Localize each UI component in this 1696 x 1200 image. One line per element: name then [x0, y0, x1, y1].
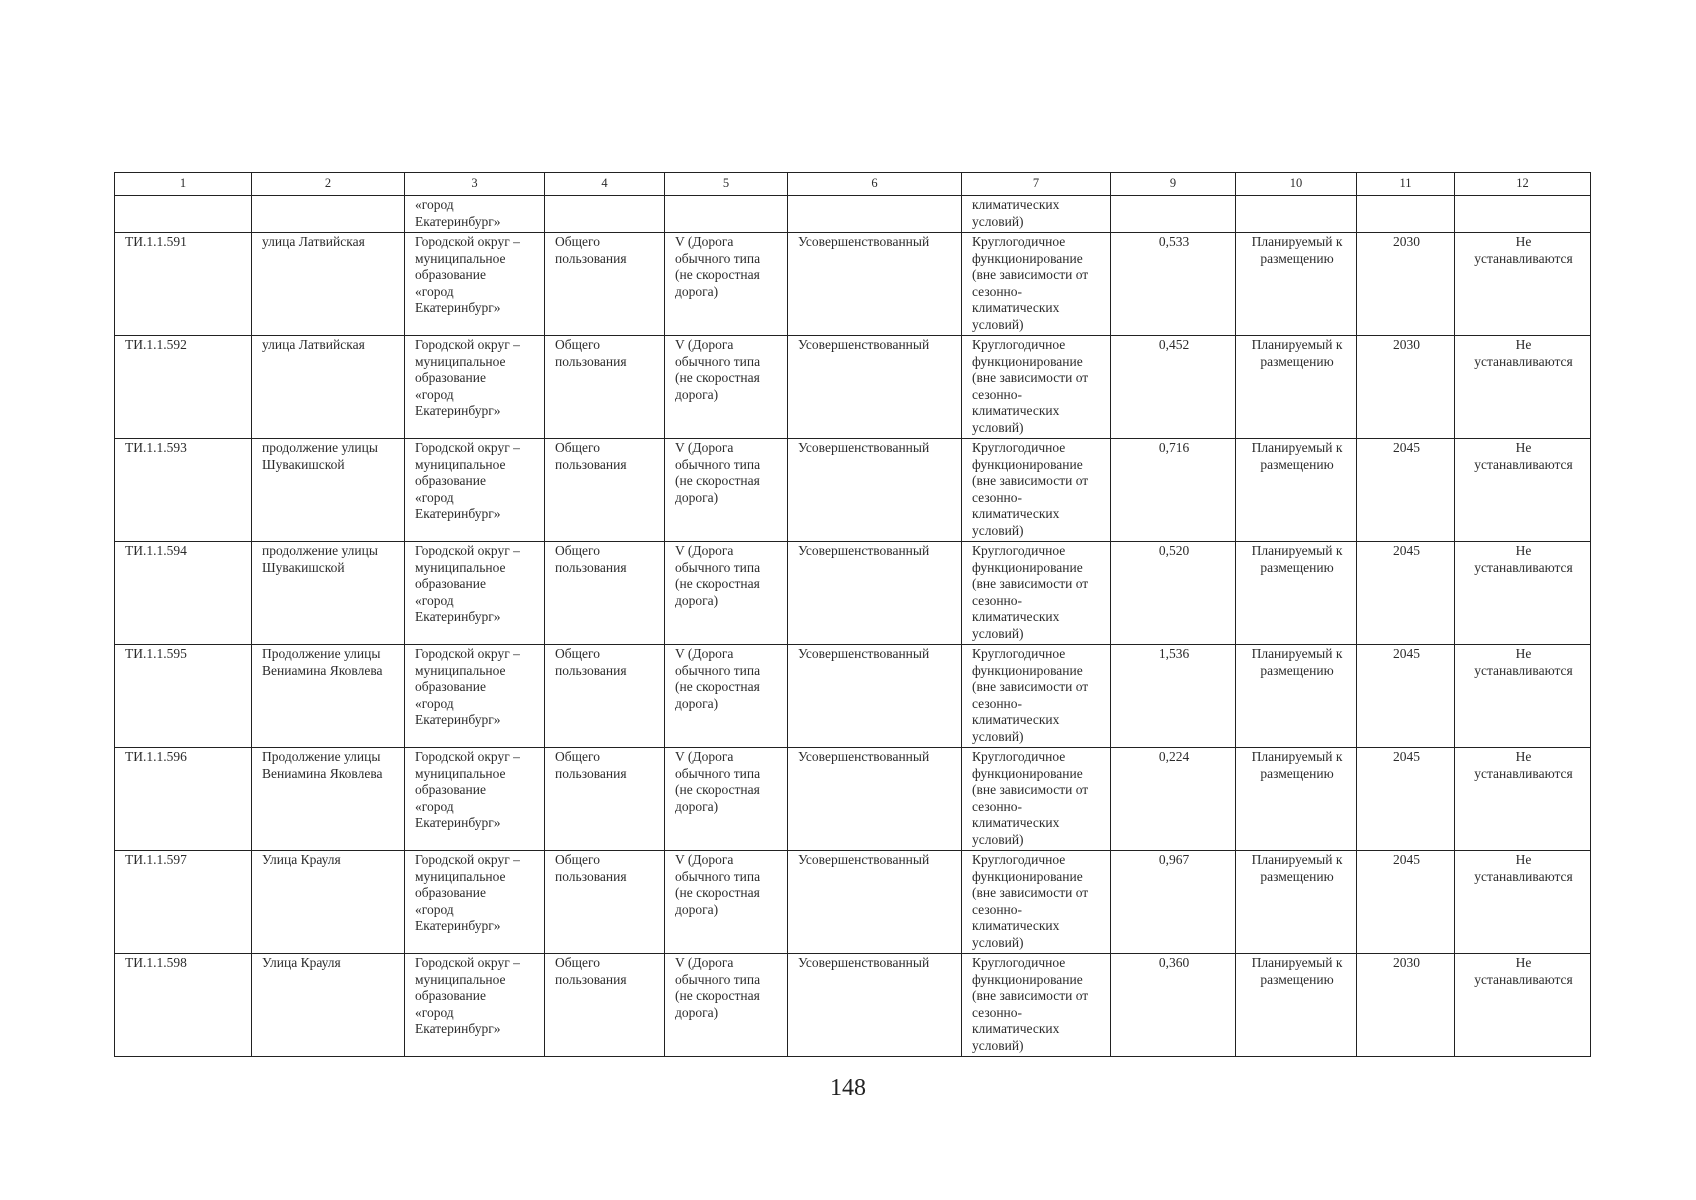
name-cell: продолжение улицы Шувакишской	[252, 542, 405, 645]
column-number: 9	[1111, 173, 1236, 196]
year-cell: 2030	[1357, 233, 1455, 336]
column-number: 11	[1357, 173, 1455, 196]
zones-cell: Не устанавливаются	[1455, 233, 1591, 336]
category-cell: V (Дорога обычного типа (не скоростная дорога)	[665, 851, 788, 954]
owner-cell: Городской округ – муниципальное образование «город Екатеринбург»	[405, 439, 545, 542]
category-cell: V (Дорога обычного типа (не скоростная дорога)	[665, 542, 788, 645]
object-id-cell: ТИ.1.1.592	[115, 336, 252, 439]
table-cell	[1357, 196, 1455, 233]
mode-cell: Круглогодичное функционирование (вне зависимости от сезонно- климатических условий)	[962, 748, 1111, 851]
column-number: 4	[545, 173, 665, 196]
zones-cell: Не устанавливаются	[1455, 748, 1591, 851]
length-cell: 0,967	[1111, 851, 1236, 954]
name-cell: Продолжение улицы Вениамина Яковлева	[252, 748, 405, 851]
object-id-cell: ТИ.1.1.595	[115, 645, 252, 748]
status-cell: Планируемый к размещению	[1236, 851, 1357, 954]
status-cell: Планируемый к размещению	[1236, 233, 1357, 336]
table-cell	[665, 196, 788, 233]
owner-cell: Городской округ – муниципальное образование «город Екатеринбург»	[405, 851, 545, 954]
mode-cell: Круглогодичное функционирование (вне зависимости от сезонно- климатических условий)	[962, 851, 1111, 954]
category-cell: V (Дорога обычного типа (не скоростная дорога)	[665, 233, 788, 336]
mode-cell: Круглогодичное функционирование (вне зависимости от сезонно- климатических условий)	[962, 645, 1111, 748]
owner-cell: «город Екатеринбург»	[405, 196, 545, 233]
year-cell: 2045	[1357, 645, 1455, 748]
status-cell: Планируемый к размещению	[1236, 748, 1357, 851]
name-cell: Улица Крауля	[252, 954, 405, 1057]
length-cell: 0,716	[1111, 439, 1236, 542]
zones-cell: Не устанавливаются	[1455, 542, 1591, 645]
mode-cell: Круглогодичное функционирование (вне зависимости от сезонно- климатических условий)	[962, 954, 1111, 1057]
column-number: 2	[252, 173, 405, 196]
table-row	[115, 336, 1591, 439]
table-cell	[545, 196, 665, 233]
table-cell	[1236, 196, 1357, 233]
status-cell: Планируемый к размещению	[1236, 645, 1357, 748]
usage-cell: Общего пользования	[545, 233, 665, 336]
usage-cell: Общего пользования	[545, 851, 665, 954]
mode-cell: Круглогодичное функционирование (вне зависимости от сезонно- климатических условий)	[962, 233, 1111, 336]
usage-cell: Общего пользования	[545, 542, 665, 645]
length-cell: 1,536	[1111, 645, 1236, 748]
usage-cell: Общего пользования	[545, 336, 665, 439]
usage-cell: Общего пользования	[545, 954, 665, 1057]
name-cell: Продолжение улицы Вениамина Яковлева	[252, 645, 405, 748]
year-cell: 2030	[1357, 336, 1455, 439]
object-id-cell: ТИ.1.1.597	[115, 851, 252, 954]
surface-cell: Усовершенствованный	[788, 336, 962, 439]
owner-cell: Городской округ – муниципальное образование «город Екатеринбург»	[405, 336, 545, 439]
table-cell	[252, 196, 405, 233]
status-cell: Планируемый к размещению	[1236, 542, 1357, 645]
table-cell	[788, 196, 962, 233]
year-cell: 2045	[1357, 851, 1455, 954]
mode-cell: климатических условий)	[962, 196, 1111, 233]
column-number-row	[115, 173, 1591, 196]
surface-cell: Усовершенствованный	[788, 851, 962, 954]
year-cell: 2045	[1357, 439, 1455, 542]
surface-cell: Усовершенствованный	[788, 954, 962, 1057]
surface-cell: Усовершенствованный	[788, 439, 962, 542]
column-number: 1	[115, 173, 252, 196]
column-number: 12	[1455, 173, 1591, 196]
table-row	[115, 851, 1591, 954]
object-id-cell: ТИ.1.1.593	[115, 439, 252, 542]
table-row	[115, 542, 1591, 645]
mode-cell: Круглогодичное функционирование (вне зависимости от сезонно- климатических условий)	[962, 542, 1111, 645]
status-cell: Планируемый к размещению	[1236, 439, 1357, 542]
table-row	[115, 748, 1591, 851]
surface-cell: Усовершенствованный	[788, 233, 962, 336]
length-cell: 0,360	[1111, 954, 1236, 1057]
zones-cell: Не устанавливаются	[1455, 645, 1591, 748]
table-cell	[1455, 196, 1591, 233]
continuation-row	[115, 196, 1591, 233]
year-cell: 2030	[1357, 954, 1455, 1057]
mode-cell: Круглогодичное функционирование (вне зависимости от сезонно- климатических условий)	[962, 439, 1111, 542]
status-cell: Планируемый к размещению	[1236, 954, 1357, 1057]
category-cell: V (Дорога обычного типа (не скоростная дорога)	[665, 645, 788, 748]
surface-cell: Усовершенствованный	[788, 645, 962, 748]
name-cell: улица Латвийская	[252, 233, 405, 336]
usage-cell: Общего пользования	[545, 748, 665, 851]
table-row	[115, 233, 1591, 336]
zones-cell: Не устанавливаются	[1455, 954, 1591, 1057]
name-cell: Улица Крауля	[252, 851, 405, 954]
infrastructure-table	[114, 172, 1591, 1057]
year-cell: 2045	[1357, 748, 1455, 851]
zones-cell: Не устанавливаются	[1455, 851, 1591, 954]
usage-cell: Общего пользования	[545, 439, 665, 542]
length-cell: 0,520	[1111, 542, 1236, 645]
length-cell: 0,533	[1111, 233, 1236, 336]
table-cell	[1111, 196, 1236, 233]
surface-cell: Усовершенствованный	[788, 748, 962, 851]
column-number: 7	[962, 173, 1111, 196]
zones-cell: Не устанавливаются	[1455, 336, 1591, 439]
zones-cell: Не устанавливаются	[1455, 439, 1591, 542]
name-cell: улица Латвийская	[252, 336, 405, 439]
category-cell: V (Дорога обычного типа (не скоростная дорога)	[665, 336, 788, 439]
page-number: 148	[830, 1075, 866, 1101]
column-number: 3	[405, 173, 545, 196]
mode-cell: Круглогодичное функционирование (вне зависимости от сезонно- климатических условий)	[962, 336, 1111, 439]
category-cell: V (Дорога обычного типа (не скоростная дорога)	[665, 439, 788, 542]
status-cell: Планируемый к размещению	[1236, 336, 1357, 439]
table-cell	[115, 196, 252, 233]
category-cell: V (Дорога обычного типа (не скоростная дорога)	[665, 954, 788, 1057]
object-id-cell: ТИ.1.1.598	[115, 954, 252, 1057]
length-cell: 0,224	[1111, 748, 1236, 851]
column-number: 5	[665, 173, 788, 196]
object-id-cell: ТИ.1.1.594	[115, 542, 252, 645]
table-row	[115, 954, 1591, 1057]
surface-cell: Усовершенствованный	[788, 542, 962, 645]
table-row	[115, 439, 1591, 542]
owner-cell: Городской округ – муниципальное образование «город Екатеринбург»	[405, 748, 545, 851]
owner-cell: Городской округ – муниципальное образование «город Екатеринбург»	[405, 645, 545, 748]
name-cell: продолжение улицы Шувакишской	[252, 439, 405, 542]
object-id-cell: ТИ.1.1.596	[115, 748, 252, 851]
usage-cell: Общего пользования	[545, 645, 665, 748]
owner-cell: Городской округ – муниципальное образование «город Екатеринбург»	[405, 542, 545, 645]
category-cell: V (Дорога обычного типа (не скоростная дорога)	[665, 748, 788, 851]
year-cell: 2045	[1357, 542, 1455, 645]
column-number: 10	[1236, 173, 1357, 196]
owner-cell: Городской округ – муниципальное образование «город Екатеринбург»	[405, 954, 545, 1057]
table-row	[115, 645, 1591, 748]
owner-cell: Городской округ – муниципальное образование «город Екатеринбург»	[405, 233, 545, 336]
length-cell: 0,452	[1111, 336, 1236, 439]
object-id-cell: ТИ.1.1.591	[115, 233, 252, 336]
column-number: 6	[788, 173, 962, 196]
